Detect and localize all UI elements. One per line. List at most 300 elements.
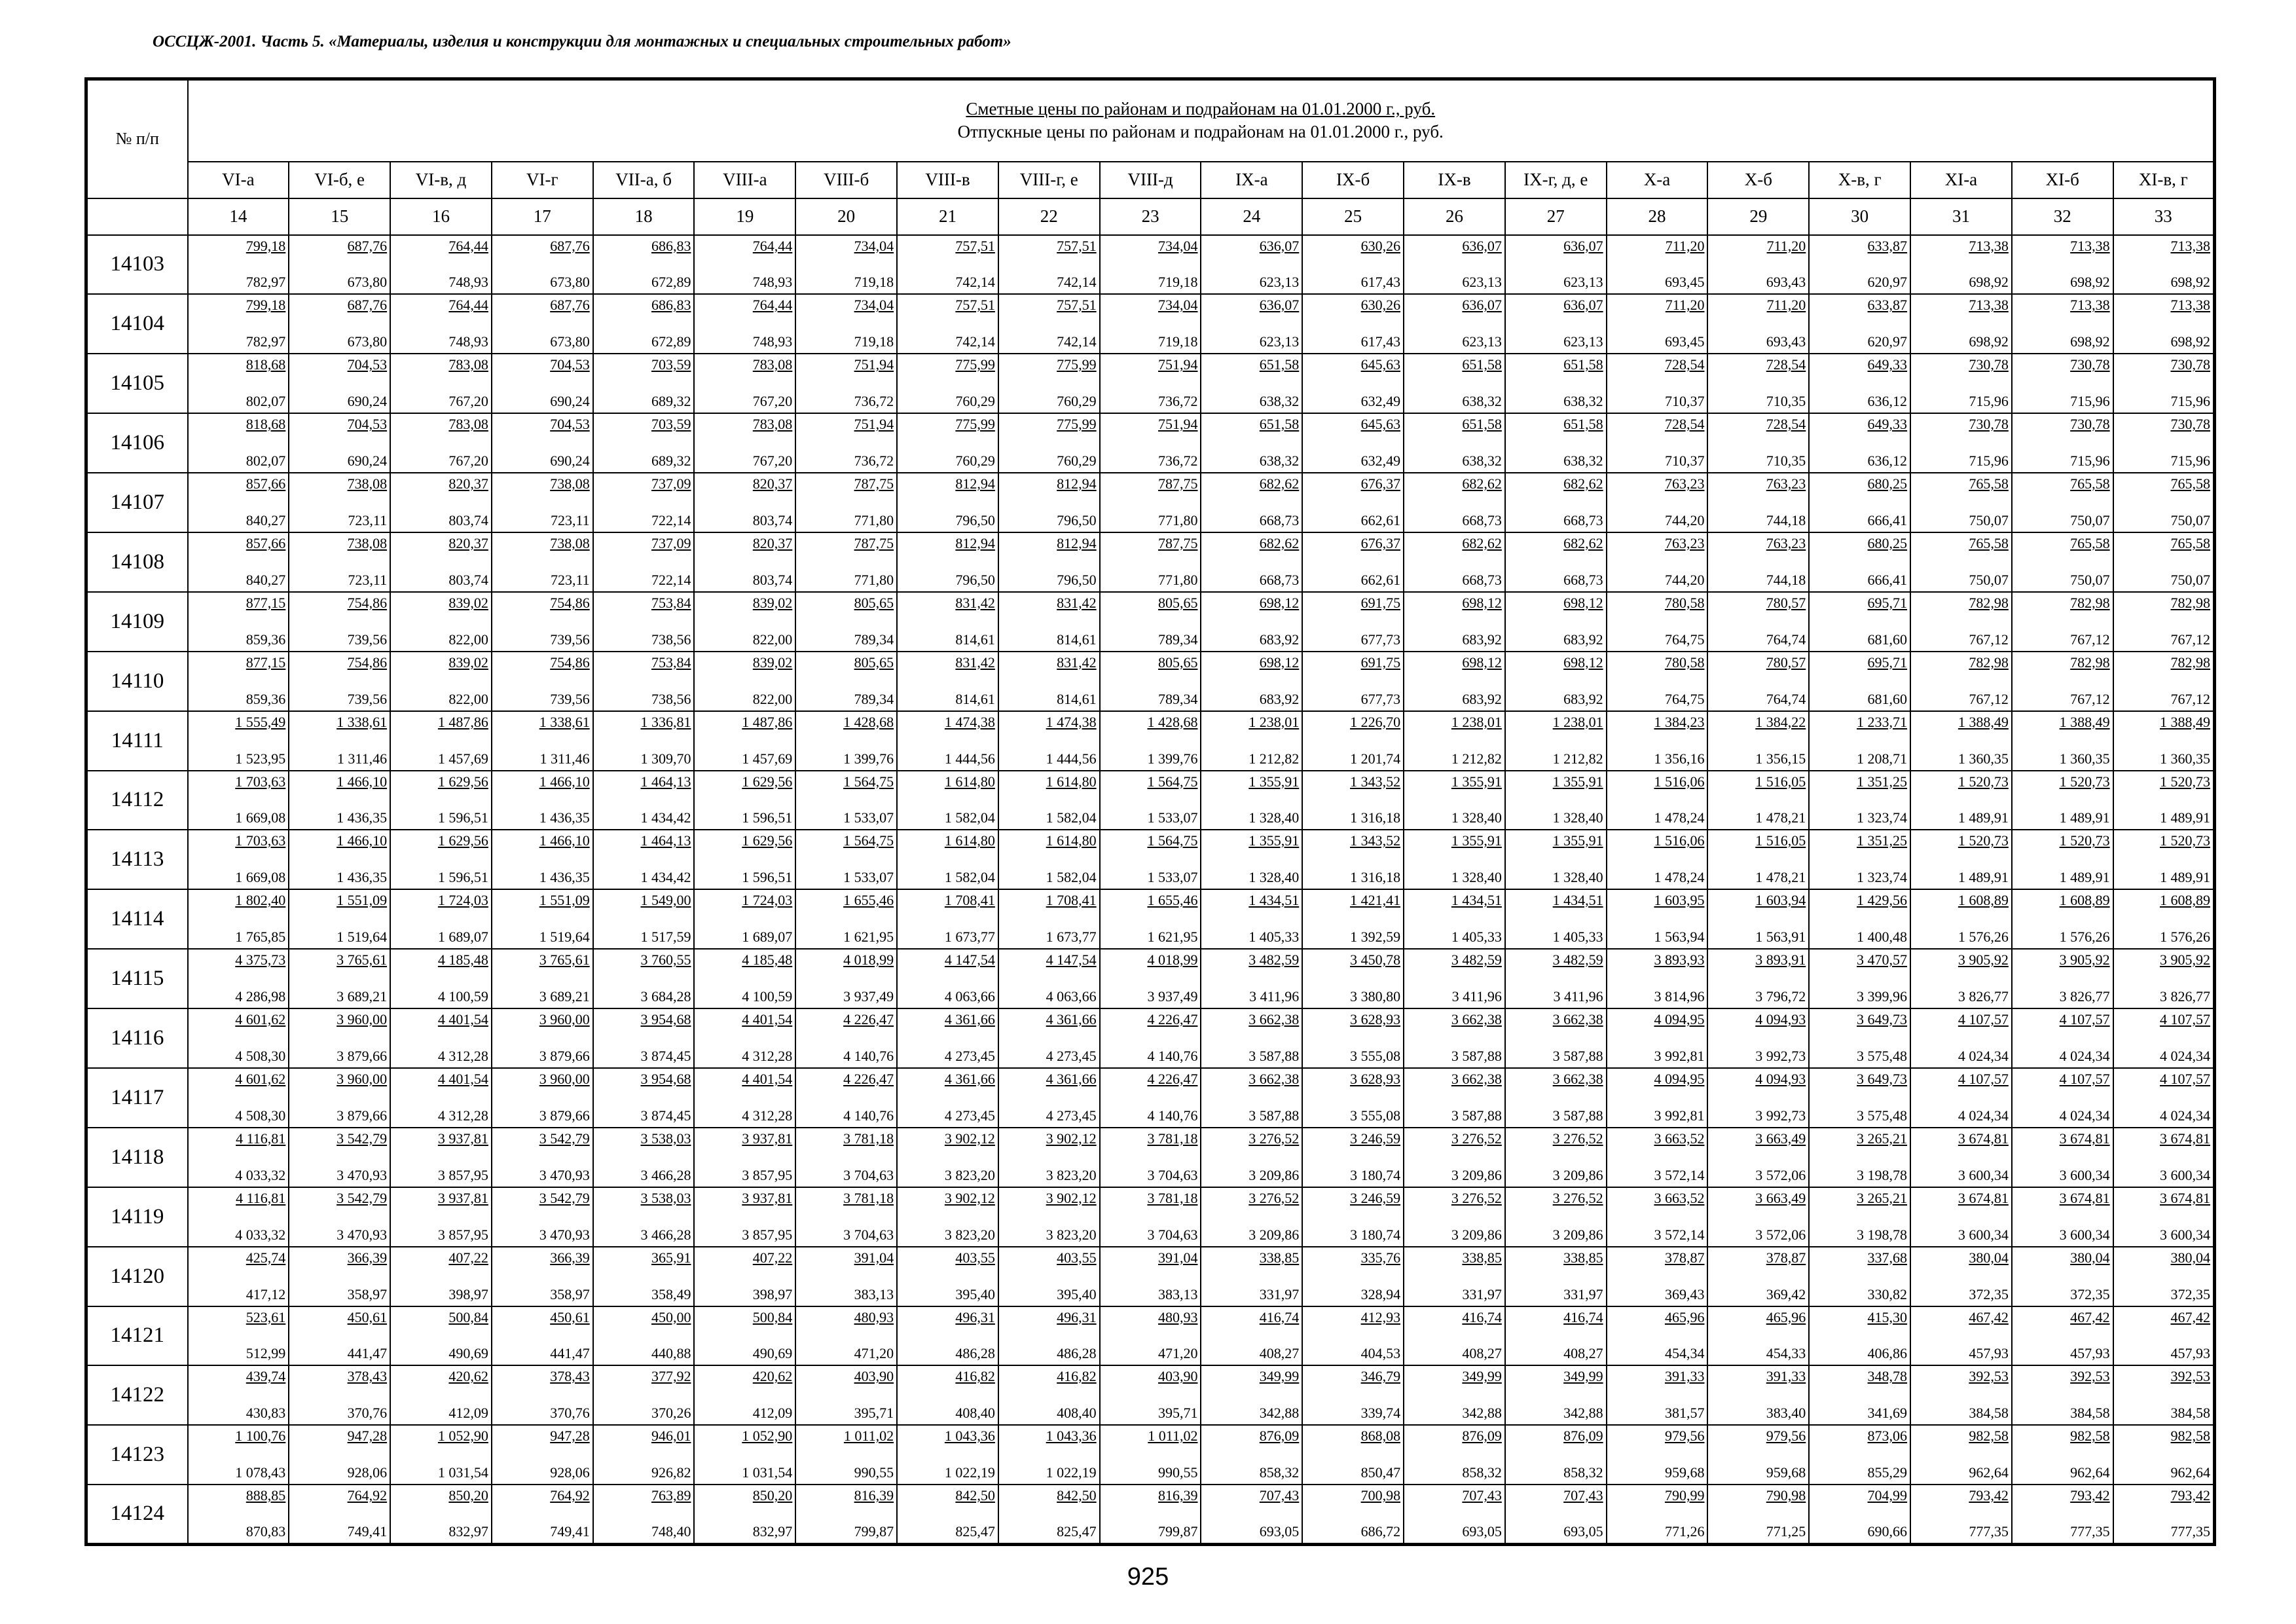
estimate-price: 1 052,90	[742, 1428, 793, 1445]
release-price: 440,88	[651, 1345, 691, 1362]
price-cell	[1910, 294, 2012, 354]
estimate-price: 633,87	[1867, 237, 1908, 254]
price-cell	[897, 413, 998, 473]
estimate-price: 764,44	[448, 237, 488, 254]
price-cell	[694, 949, 795, 1008]
estimate-price: 3 674,81	[1958, 1189, 2009, 1206]
release-price: 4 024,34	[2059, 1107, 2110, 1124]
release-price: 398,97	[752, 1285, 793, 1302]
release-price: 764,74	[1766, 631, 1806, 648]
price-cell	[390, 532, 492, 592]
estimate-price: 704,53	[550, 356, 590, 373]
release-price: 750,07	[2070, 511, 2110, 528]
release-price: 3 826,77	[2159, 988, 2210, 1005]
release-price: 4 024,34	[2159, 1107, 2210, 1124]
price-cell	[593, 949, 695, 1008]
price-cell	[188, 1187, 289, 1247]
estimate-price: 738,08	[550, 475, 590, 492]
item-code: 14117	[86, 1068, 188, 1128]
release-price: 690,24	[347, 393, 388, 410]
release-price: 767,12	[1969, 631, 2009, 648]
price-cell	[1505, 1128, 1607, 1187]
release-price: 764,75	[1664, 631, 1705, 648]
item-code: 14122	[86, 1365, 188, 1425]
price-cell	[1707, 1247, 1809, 1306]
price-cell	[1201, 235, 1302, 295]
estimate-price: 780,57	[1766, 594, 1806, 611]
release-price: 3 209,86	[1552, 1226, 1603, 1243]
price-cell	[289, 354, 390, 413]
release-price: 3 470,93	[337, 1226, 388, 1243]
release-price: 771,80	[1157, 571, 1198, 588]
release-price: 3 209,86	[1248, 1166, 1300, 1183]
price-cell	[1910, 771, 2012, 830]
price-cell	[390, 1128, 492, 1187]
estimate-price: 831,42	[1057, 654, 1097, 671]
estimate-price: 439,74	[246, 1368, 286, 1385]
price-cell	[1910, 1247, 2012, 1306]
price-cell	[1910, 1365, 2012, 1425]
estimate-price: 979,56	[1664, 1428, 1705, 1445]
region-header: IX-в	[1404, 162, 1505, 198]
release-price: 4 063,66	[1046, 988, 1097, 1005]
price-cell	[1201, 354, 1302, 413]
estimate-price: 713,38	[2170, 297, 2210, 314]
estimate-price: 1 614,80	[944, 773, 995, 790]
estimate-price: 842,50	[1057, 1487, 1097, 1504]
release-price: 638,32	[1259, 393, 1300, 410]
price-cell	[289, 889, 390, 949]
release-price: 742,14	[955, 274, 995, 291]
release-price: 372,35	[2170, 1285, 2210, 1302]
estimate-price: 947,28	[347, 1428, 388, 1445]
price-cell	[795, 1187, 897, 1247]
price-cell	[1809, 413, 1910, 473]
price-cell	[1302, 949, 1404, 1008]
price-cell	[1505, 889, 1607, 949]
estimate-price: 4 018,99	[843, 951, 894, 969]
price-cell	[2113, 532, 2215, 592]
estimate-price: 763,23	[1766, 475, 1806, 492]
price-cell	[1100, 294, 1201, 354]
release-price: 620,97	[1867, 274, 1908, 291]
release-price: 858,32	[1259, 1464, 1300, 1481]
price-cell	[593, 1068, 695, 1128]
release-price: 789,34	[1157, 690, 1198, 707]
price-cell	[390, 830, 492, 889]
estimate-price: 687,76	[550, 237, 590, 254]
price-cell	[1302, 652, 1404, 711]
estimate-price: 820,37	[448, 534, 488, 551]
release-price: 3 823,20	[944, 1226, 995, 1243]
release-price: 1 434,42	[640, 869, 691, 886]
release-price: 1 457,69	[437, 750, 488, 767]
estimate-price: 730,78	[2170, 416, 2210, 433]
price-cell	[694, 532, 795, 592]
estimate-price: 338,85	[1259, 1249, 1300, 1266]
estimate-price: 793,42	[2170, 1487, 2210, 1504]
price-cell	[2012, 1306, 2113, 1366]
estimate-price: 1 655,46	[843, 892, 894, 909]
estimate-price: 695,71	[1867, 654, 1908, 671]
price-cell	[998, 830, 1100, 889]
release-price: 1 323,74	[1857, 809, 1908, 826]
price-cell	[998, 1008, 1100, 1068]
price-cell	[1302, 532, 1404, 592]
estimate-price: 805,65	[1157, 654, 1198, 671]
estimate-price: 1 516,05	[1755, 832, 1806, 849]
release-price: 617,43	[1360, 333, 1401, 350]
release-price: 822,00	[448, 690, 488, 707]
release-price: 767,20	[448, 452, 488, 470]
release-price: 672,89	[651, 274, 691, 291]
estimate-price: 4 226,47	[1147, 1011, 1198, 1028]
price-cell	[897, 949, 998, 1008]
release-price: 1 400,48	[1857, 929, 1908, 946]
estimate-price: 713,38	[2070, 237, 2110, 254]
price-cell	[289, 1187, 390, 1247]
release-price: 1 022,19	[944, 1464, 995, 1481]
estimate-price: 3 781,18	[1147, 1130, 1198, 1147]
release-price: 4 033,32	[235, 1166, 286, 1183]
release-price: 736,72	[1157, 393, 1198, 410]
price-cell	[897, 1425, 998, 1485]
estimate-price: 4 107,57	[2059, 1070, 2110, 1087]
estimate-price: 1 608,89	[2159, 892, 2210, 909]
release-price: 3 814,96	[1654, 988, 1705, 1005]
release-price: 1 519,64	[539, 929, 590, 946]
release-price: 744,20	[1664, 511, 1705, 528]
release-price: 395,71	[1157, 1405, 1198, 1422]
release-price: 760,29	[1057, 452, 1097, 470]
estimate-price: 1 603,94	[1755, 892, 1806, 909]
price-cell	[2012, 235, 2113, 295]
price-cell	[1404, 1187, 1505, 1247]
price-cell	[1910, 889, 2012, 949]
release-price: 771,26	[1664, 1522, 1705, 1540]
estimate-price: 4 226,47	[1147, 1070, 1198, 1087]
price-cell	[795, 889, 897, 949]
price-cell	[2012, 354, 2113, 413]
price-cell	[2012, 1128, 2113, 1187]
price-cell	[694, 652, 795, 711]
release-price: 3 684,28	[640, 988, 691, 1005]
estimate-price: 704,99	[1867, 1487, 1908, 1504]
price-cell	[1607, 413, 1708, 473]
price-cell	[1910, 473, 2012, 532]
price-cell	[2113, 1068, 2215, 1128]
release-price: 1 478,24	[1654, 809, 1705, 826]
price-cell	[1505, 949, 1607, 1008]
price-cell	[593, 1306, 695, 1366]
estimate-price: 753,84	[651, 654, 691, 671]
estimate-price: 403,90	[854, 1368, 894, 1385]
estimate-price: 416,74	[1563, 1308, 1603, 1325]
release-price: 764,75	[1664, 690, 1705, 707]
estimate-price: 500,84	[448, 1308, 488, 1325]
estimate-price: 812,94	[955, 534, 995, 551]
price-cell	[897, 1365, 998, 1425]
region-header: X-б	[1707, 162, 1809, 198]
release-price: 3 587,88	[1248, 1047, 1300, 1064]
estimate-price: 4 107,57	[2159, 1011, 2210, 1028]
estimate-price: 698,12	[1563, 654, 1603, 671]
price-cell	[289, 532, 390, 592]
estimate-price: 636,07	[1259, 237, 1300, 254]
price-cell	[2012, 1068, 2113, 1128]
release-price: 342,88	[1259, 1405, 1300, 1422]
price-cell	[694, 1008, 795, 1068]
price-cell	[593, 889, 695, 949]
release-price: 673,80	[347, 274, 388, 291]
estimate-price: 523,61	[246, 1308, 286, 1325]
release-price: 4 273,45	[1046, 1107, 1097, 1124]
price-cell	[1404, 1068, 1505, 1128]
release-price: 962,64	[2070, 1464, 2110, 1481]
estimate-price: 3 482,59	[1248, 951, 1300, 969]
item-code: 14113	[86, 830, 188, 889]
estimate-price: 820,37	[752, 475, 793, 492]
price-cell	[1201, 1008, 1302, 1068]
release-price: 412,09	[448, 1405, 488, 1422]
price-cell	[1505, 235, 1607, 295]
price-cell	[1404, 949, 1505, 1008]
table-row	[86, 1485, 2215, 1544]
estimate-price: 982,58	[2070, 1428, 2110, 1445]
estimate-price: 682,62	[1462, 534, 1502, 551]
release-price: 689,32	[651, 393, 691, 410]
estimate-price: 349,99	[1259, 1368, 1300, 1385]
estimate-price: 651,58	[1563, 416, 1603, 433]
estimate-price: 799,18	[246, 237, 286, 254]
estimate-price: 687,76	[347, 297, 388, 314]
price-cell	[998, 1425, 1100, 1485]
price-cell	[1302, 592, 1404, 652]
release-price: 3 470,93	[539, 1226, 590, 1243]
price-cell	[897, 1128, 998, 1187]
price-cell	[1201, 473, 1302, 532]
price-cell	[1100, 830, 1201, 889]
release-price: 4 024,34	[1958, 1107, 2009, 1124]
estimate-price: 420,62	[752, 1368, 793, 1385]
price-cell	[1100, 473, 1201, 532]
release-price: 4 273,45	[944, 1107, 995, 1124]
price-cell	[1302, 1247, 1404, 1306]
price-cell	[1100, 1365, 1201, 1425]
estimate-price: 3 662,38	[1451, 1011, 1502, 1028]
price-cell	[2113, 771, 2215, 830]
estimate-price: 3 893,91	[1755, 951, 1806, 969]
estimate-price: 1 338,61	[539, 713, 590, 730]
estimate-price: 764,44	[448, 297, 488, 314]
estimate-price: 4 226,47	[843, 1011, 894, 1028]
estimate-price: 751,94	[1157, 416, 1198, 433]
estimate-price: 877,15	[246, 654, 286, 671]
price-cell	[694, 1068, 795, 1128]
table-row	[86, 1365, 2215, 1425]
estimate-price: 407,22	[752, 1249, 793, 1266]
estimate-price: 4 226,47	[843, 1070, 894, 1087]
release-price: 623,13	[1563, 274, 1603, 291]
estimate-price: 1 564,75	[843, 773, 894, 790]
item-code: 14105	[86, 354, 188, 413]
price-cell	[2012, 1365, 2113, 1425]
price-cell	[492, 1425, 593, 1485]
release-price: 3 704,63	[1147, 1166, 1198, 1183]
release-price: 381,57	[1664, 1405, 1705, 1422]
price-cell	[188, 413, 289, 473]
release-price: 3 198,78	[1857, 1166, 1908, 1183]
estimate-price: 1 052,90	[437, 1428, 488, 1445]
price-cell	[289, 1068, 390, 1128]
item-code: 14112	[86, 771, 188, 830]
price-cell	[390, 1008, 492, 1068]
price-cell	[2113, 1247, 2215, 1306]
price-cell	[1910, 592, 2012, 652]
table-row	[86, 592, 2215, 652]
estimate-price: 698,12	[1259, 654, 1300, 671]
estimate-price: 3 937,81	[742, 1130, 793, 1147]
price-cell	[1100, 949, 1201, 1008]
estimate-price: 682,62	[1259, 475, 1300, 492]
price-cell	[1505, 1187, 1607, 1247]
estimate-price: 3 542,79	[337, 1130, 388, 1147]
price-cell	[795, 473, 897, 532]
release-price: 454,34	[1664, 1345, 1705, 1362]
release-price: 4 273,45	[944, 1047, 995, 1064]
release-price: 3 470,93	[337, 1166, 388, 1183]
price-cell	[1910, 235, 2012, 295]
title-release-prices: Отпускные цены по районам и подрайонам на 01.01.2000 г., руб.	[957, 122, 1444, 142]
price-cell	[1404, 294, 1505, 354]
estimate-price: 698,12	[1259, 594, 1300, 611]
estimate-price: 1 100,76	[235, 1428, 286, 1445]
estimate-price: 3 674,81	[2159, 1130, 2210, 1147]
item-code: 14114	[86, 889, 188, 949]
release-price: 3 575,48	[1857, 1047, 1908, 1064]
estimate-price: 1 516,06	[1654, 832, 1705, 849]
column-number: 20	[795, 198, 897, 235]
price-cell	[1809, 652, 1910, 711]
estimate-price: 754,86	[347, 654, 388, 671]
estimate-price: 805,65	[854, 654, 894, 671]
estimate-price: 839,02	[448, 594, 488, 611]
estimate-price: 812,94	[955, 475, 995, 492]
estimate-price: 3 542,79	[539, 1130, 590, 1147]
release-price: 623,13	[1563, 333, 1603, 350]
release-price: 859,36	[246, 631, 286, 648]
release-price: 683,92	[1462, 690, 1502, 707]
price-cell	[1707, 235, 1809, 295]
release-price: 1 576,26	[2059, 929, 2110, 946]
release-price: 4 312,28	[742, 1047, 793, 1064]
estimate-price: 3 649,73	[1857, 1070, 1908, 1087]
price-cell	[188, 949, 289, 1008]
price-cell	[1404, 532, 1505, 592]
release-price: 742,14	[1057, 274, 1097, 291]
estimate-price: 734,04	[1157, 237, 1198, 254]
price-cell	[1505, 413, 1607, 473]
table-row	[86, 532, 2215, 592]
estimate-price: 3 902,12	[1046, 1130, 1097, 1147]
release-price: 3 689,21	[539, 988, 590, 1005]
estimate-price: 3 276,52	[1451, 1189, 1502, 1206]
estimate-price: 1 466,10	[337, 832, 388, 849]
release-price: 4 140,76	[1147, 1107, 1198, 1124]
release-price: 870,83	[246, 1522, 286, 1540]
release-price: 430,83	[246, 1405, 286, 1422]
price-cell	[1404, 1365, 1505, 1425]
release-price: 341,69	[1867, 1405, 1908, 1422]
price-cell	[694, 1247, 795, 1306]
release-price: 4 033,32	[235, 1226, 286, 1243]
release-price: 668,73	[1462, 571, 1502, 588]
estimate-price: 730,78	[2170, 356, 2210, 373]
estimate-price: 3 960,00	[539, 1011, 590, 1028]
price-cell	[694, 711, 795, 771]
estimate-price: 698,12	[1462, 654, 1502, 671]
price-cell	[897, 889, 998, 949]
estimate-price: 734,04	[1157, 297, 1198, 314]
release-price: 638,32	[1462, 452, 1502, 470]
region-header: IX-а	[1201, 162, 1302, 198]
price-cell	[1302, 354, 1404, 413]
estimate-price: 1 608,89	[2059, 892, 2110, 909]
release-price: 858,32	[1563, 1464, 1603, 1481]
release-price: 358,97	[347, 1285, 388, 1302]
price-cell	[1809, 1425, 1910, 1485]
estimate-price: 3 765,61	[337, 951, 388, 969]
estimate-price: 1 564,75	[1147, 832, 1198, 849]
price-cell	[188, 1485, 289, 1544]
estimate-price: 338,85	[1563, 1249, 1603, 1266]
item-code: 14123	[86, 1425, 188, 1485]
price-cell	[2113, 592, 2215, 652]
price-cell	[1505, 1365, 1607, 1425]
column-number: 16	[390, 198, 492, 235]
price-cell	[1607, 354, 1708, 413]
price-cell	[1809, 294, 1910, 354]
price-cell	[1404, 413, 1505, 473]
release-price: 490,69	[448, 1345, 488, 1362]
estimate-price: 3 662,38	[1451, 1070, 1502, 1087]
estimate-price: 787,75	[854, 475, 894, 492]
release-price: 4 140,76	[1147, 1047, 1198, 1064]
release-price: 454,33	[1766, 1345, 1806, 1362]
item-code: 14104	[86, 294, 188, 354]
release-price: 369,43	[1664, 1285, 1705, 1302]
release-price: 760,29	[1057, 393, 1097, 410]
price-cell	[492, 652, 593, 711]
release-price: 1 582,04	[944, 809, 995, 826]
estimate-price: 338,85	[1462, 1249, 1502, 1266]
region-header: X-а	[1607, 162, 1708, 198]
price-cell	[2012, 711, 2113, 771]
estimate-price: 775,99	[955, 356, 995, 373]
estimate-price: 1 603,95	[1654, 892, 1705, 909]
release-price: 767,12	[2170, 690, 2210, 707]
release-price: 1 356,16	[1654, 750, 1705, 767]
price-cell	[1302, 1425, 1404, 1485]
estimate-price: 873,06	[1867, 1428, 1908, 1445]
estimate-price: 876,09	[1462, 1428, 1502, 1445]
release-price: 457,93	[1969, 1345, 2009, 1362]
estimate-price: 787,75	[1157, 475, 1198, 492]
region-header: XI-а	[1910, 162, 2012, 198]
price-cell	[1707, 532, 1809, 592]
estimate-price: 4 361,66	[944, 1070, 995, 1087]
estimate-price: 1 011,02	[1148, 1428, 1198, 1445]
